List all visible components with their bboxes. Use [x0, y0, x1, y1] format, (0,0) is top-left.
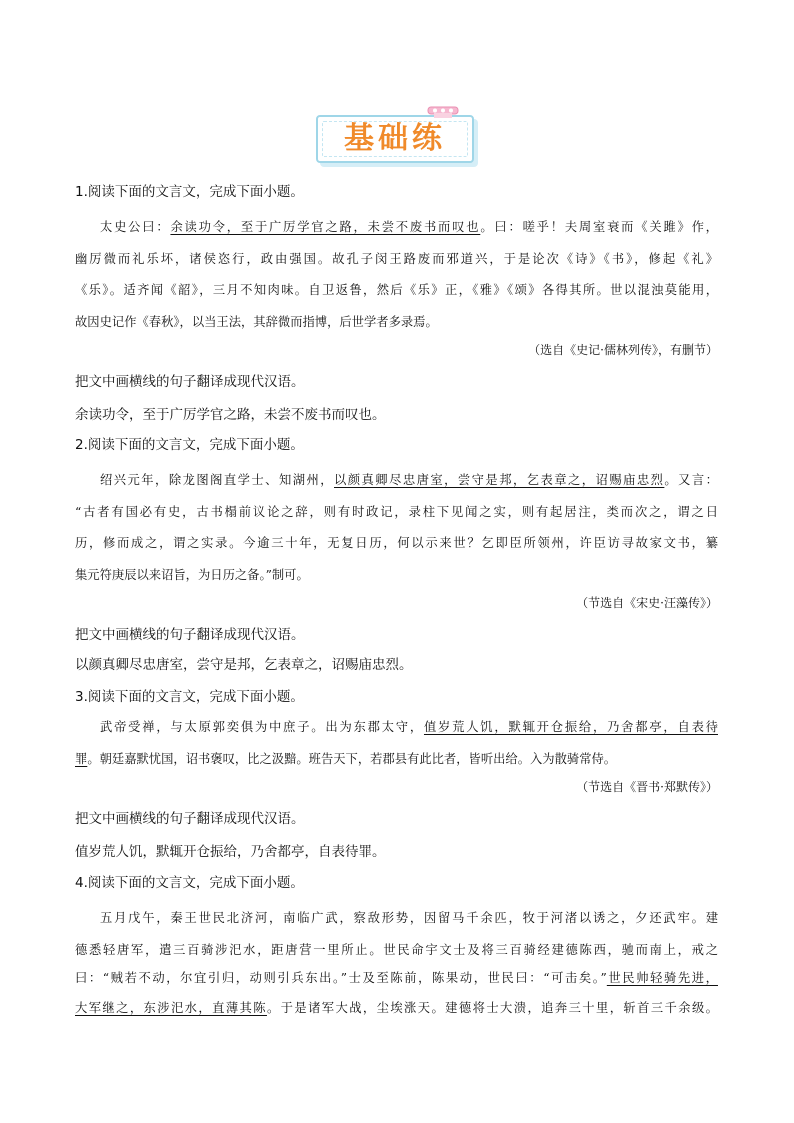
underlined-sentence: 大军继之，东涉汜水，直薄其陈: [75, 1001, 267, 1015]
passage-line: [75, 566, 718, 584]
question-2-title: 2.阅读下面的文言文，完成下面小题。: [75, 437, 304, 453]
passage-line: [75, 969, 718, 987]
passage-text: “古者有国必有史，古书榻前议论之辞，则有时政记，录柱下见闻之实，则有起居注，类而次之，谓之日: [75, 505, 718, 519]
question-instruction: 把文中画横线的句子翻译成现代汉语。: [75, 627, 305, 643]
answer-sentence: 余读功令，至于广厉学官之路，未尝不废书而叹也。: [75, 407, 386, 423]
passage-line: [75, 941, 718, 959]
passage-text: 太史公曰：: [100, 220, 171, 234]
question-3-title: 3.阅读下面的文言文，完成下面小题。: [75, 689, 304, 705]
underlined-sentence: 罪: [75, 752, 88, 766]
passage-source: （节选自《晋书·郑默传》）: [576, 780, 718, 794]
underlined-sentence: 余读功令，至于广厉学官之路，未尝不废书而叹也: [170, 220, 481, 234]
passage-text: 。又言：: [664, 473, 718, 487]
passage-text: 曰：“贼若不动，尔宜引归，动则引兵东出。”士及至陈前，陈果动，世民曰：“可击矣。”: [75, 971, 607, 985]
passage-line: [75, 503, 718, 521]
answer-sentence: 以颜真卿尽忠唐室，尝守是邦，乞表章之，诏赐庙忠烈。: [75, 657, 413, 673]
passage-line: [100, 218, 718, 236]
passage-text: 故因史记作《春秋》，以当王法，其辞微而指博，后世学者多录焉。: [75, 315, 438, 329]
passage-source: （选自《史记·儒林列传》，有删节）: [528, 343, 718, 357]
passage-line: [75, 750, 718, 768]
passage-line: [75, 281, 718, 299]
passage-text: 绍兴元年，除龙图阁直学士、知湖州，: [100, 473, 335, 487]
passage-line: [100, 718, 718, 736]
answer-sentence: 值岁荒人饥，默辄开仓振给，乃舍都亭，自表待罪。: [75, 844, 386, 860]
section-title: 基础练: [344, 121, 446, 156]
passage-line: [100, 471, 718, 489]
question-1-title: 1.阅读下面的文言文，完成下面小题。: [75, 184, 304, 200]
question-instruction: 把文中画横线的句子翻译成现代汉语。: [75, 811, 305, 827]
passage-text: 历，修而成之，谓之实录。今逾三十年，无复日历，何以示来世？乞即臣所领州，许臣访寻故家文书，纂: [75, 536, 718, 550]
binder-clip-icon: [426, 101, 460, 119]
passage-text: 。于是诸军大战，尘埃涨天。建德将士大溃，追奔三十里，斩首三千余级。: [266, 1001, 718, 1015]
passage-text: 。朝廷嘉默忧国，诏书褒叹，比之汲黯。班告天下，若郡县有此比者，皆听出给。入为散骑常侍。: [87, 752, 617, 766]
passage-text: 。曰：嗟乎！夫周室衰而《关雎》作，: [480, 220, 718, 234]
passage-text: 德悉轻唐军，遣三百骑涉汜水，距唐营一里所止。世民命宇文士及将三百骑经建德陈西，驰而南上，戒之: [75, 943, 718, 957]
passage-line: [75, 534, 718, 552]
passage-line: [75, 313, 718, 331]
underlined-sentence: 世民帅轻骑先进，: [606, 971, 718, 985]
badge-frame: [316, 115, 474, 163]
passage-text: 集元符庚辰以来诏旨，为日历之备。”制可。: [75, 568, 309, 582]
passage-line: [75, 250, 718, 268]
passage-text: 《乐》。适齐闻《韶》，三月不知肉味。自卫返鲁，然后《乐》正，《雅》《颂》各得其所。世以混浊莫能用，: [75, 283, 718, 297]
question-4-title: 4.阅读下面的文言文，完成下面小题。: [75, 875, 304, 891]
underlined-sentence: 值岁荒人饥，默辄开仓振给，乃舍都亭，自表待: [423, 720, 718, 734]
passage-text: 幽厉微而礼乐坏，诸侯恣行，政由强国。故孔子闵王路废而邪道兴，于是论次《诗》《书》，修起《礼》: [75, 252, 718, 266]
section-badge: [312, 103, 482, 165]
passage-line: [100, 909, 718, 927]
passage-text: 五月戊午，秦王世民北济河，南临广武，察敌形势，因留马千余匹，牧于河渚以诱之，夕还武牢。建: [100, 911, 718, 925]
passage-line: [75, 999, 718, 1017]
passage-source: （节选自《宋史·汪藻传》）: [576, 596, 718, 610]
question-instruction: 把文中画横线的句子翻译成现代汉语。: [75, 374, 305, 390]
passage-text: 武帝受禅，与太原郭奕俱为中庶子。出为东郡太守，: [100, 720, 424, 734]
underlined-sentence: 以颜真卿尽忠唐室，尝守是邦，乞表章之，诏赐庙忠烈: [334, 473, 665, 487]
